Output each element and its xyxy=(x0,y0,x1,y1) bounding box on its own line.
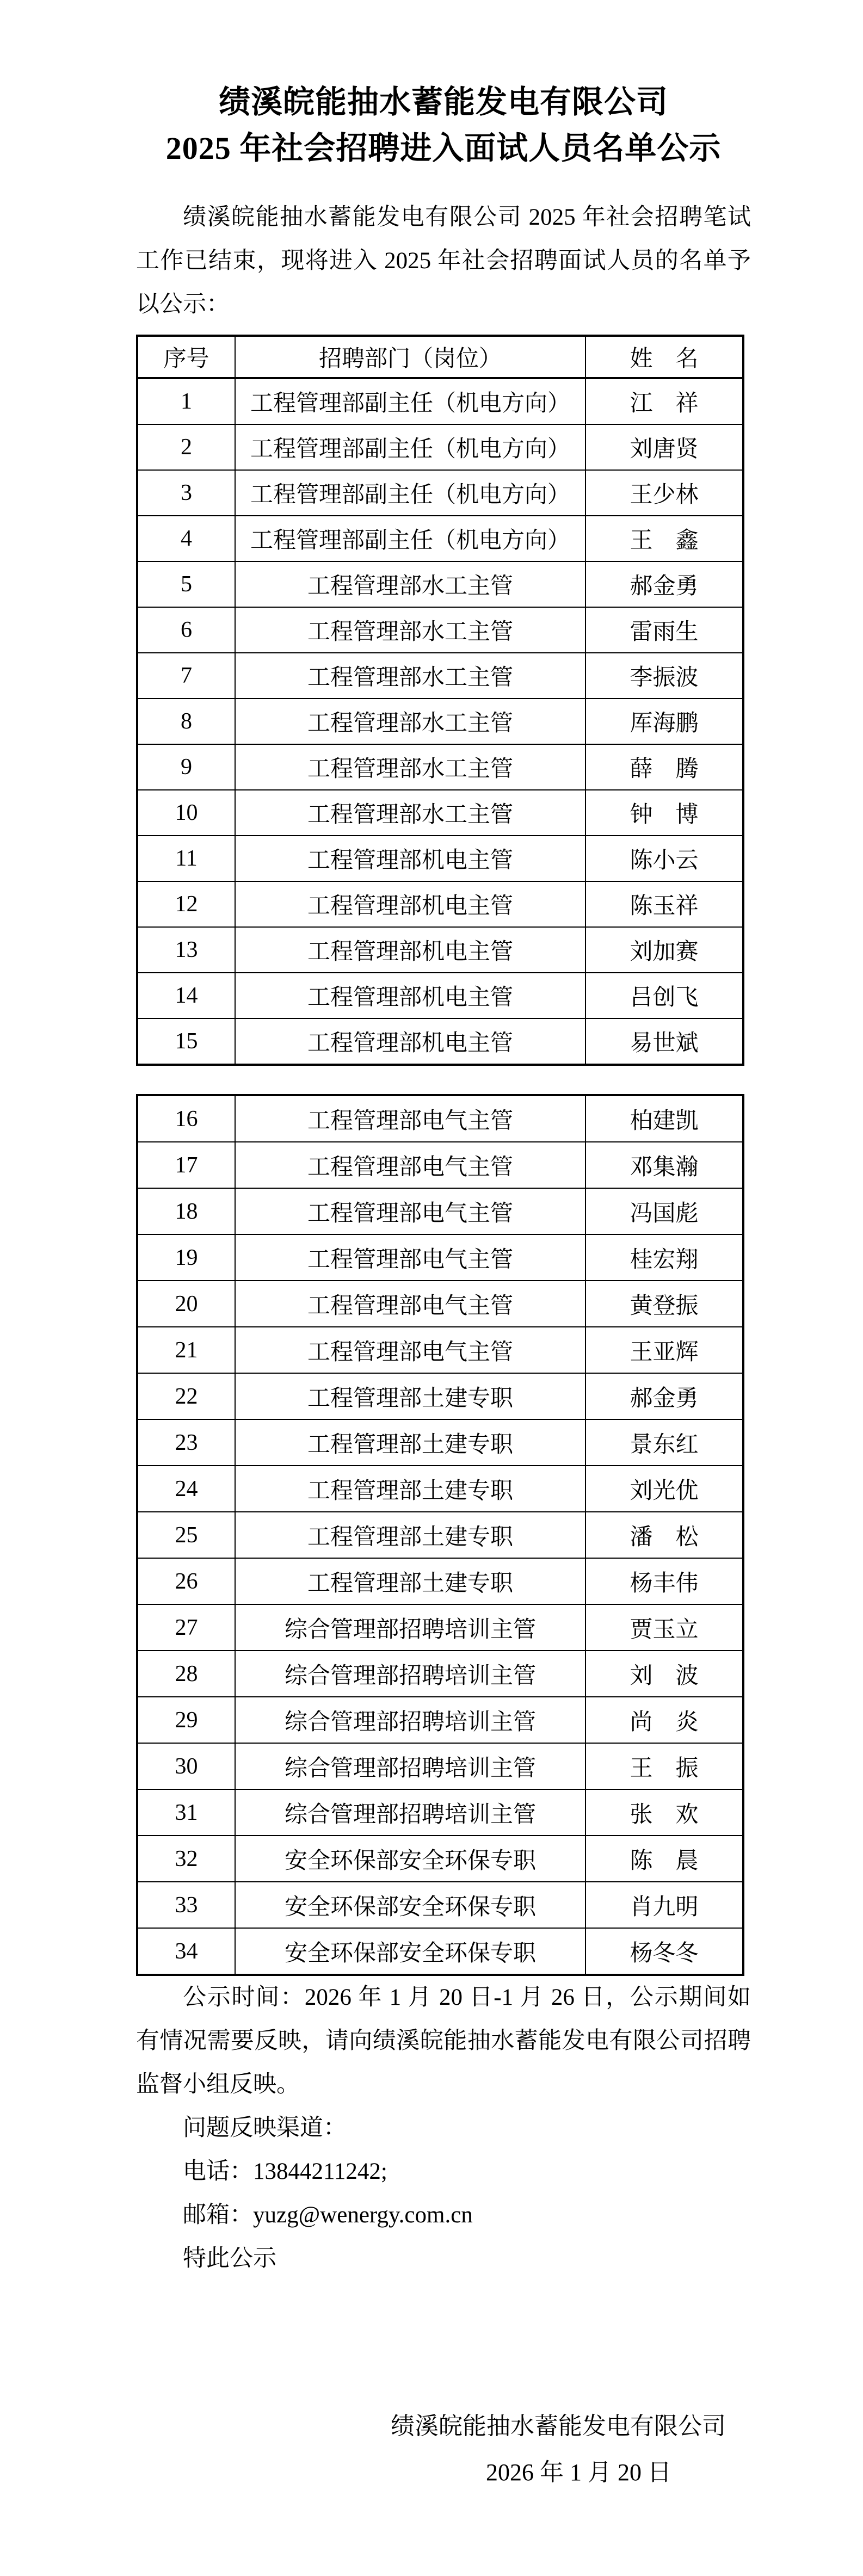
name-cell: 刘加赛 xyxy=(585,927,743,973)
position-cell: 工程管理部水工主管 xyxy=(235,790,585,836)
row-number-cell: 4 xyxy=(137,516,235,561)
name-cell: 景东红 xyxy=(585,1419,743,1466)
name-cell: 冯国彪 xyxy=(585,1188,743,1234)
row-number-cell: 5 xyxy=(137,561,235,607)
roster-header-row xyxy=(137,336,743,378)
name-cell: 张 欢 xyxy=(585,1789,743,1836)
name-cell: 刘唐贤 xyxy=(585,424,743,470)
signature-block xyxy=(136,2403,751,2495)
row-number-cell: 28 xyxy=(137,1651,235,1697)
roster-row xyxy=(137,1743,743,1789)
row-number-cell: 33 xyxy=(137,1882,235,1928)
name-cell: 易世斌 xyxy=(585,1018,743,1065)
roster-row xyxy=(137,1882,743,1928)
roster-row xyxy=(137,790,743,836)
name-cell: 陈小云 xyxy=(585,836,743,881)
name-cell: 雷雨生 xyxy=(585,607,743,653)
phone-line: 电话：13844211242; xyxy=(183,2159,387,2184)
roster-row xyxy=(137,1651,743,1697)
row-number-cell: 30 xyxy=(137,1743,235,1789)
row-number-cell: 3 xyxy=(137,470,235,516)
name-cell: 薛 腾 xyxy=(585,744,743,790)
interview-roster-table-part2 xyxy=(136,1094,744,1976)
roster-body-part2 xyxy=(137,1095,743,1975)
position-cell: 工程管理部电气主管 xyxy=(235,1095,585,1142)
roster-row xyxy=(137,1836,743,1882)
roster-row xyxy=(137,1281,743,1327)
col-header-position: 招聘部门（岗位） xyxy=(235,336,585,378)
col-header-name: 姓 名 xyxy=(585,336,743,378)
roster-row xyxy=(137,378,743,424)
row-number-cell: 15 xyxy=(137,1018,235,1065)
title-line-1: 绩溪皖能抽水蓄能发电有限公司 xyxy=(218,84,668,120)
position-cell: 工程管理部土建专职 xyxy=(235,1373,585,1419)
roster-row xyxy=(137,653,743,699)
roster-row xyxy=(137,1928,743,1975)
row-number-cell: 7 xyxy=(137,653,235,699)
publicity-period-paragraph: 公示时间：2026 年 1 月 20 日-1 月 26 日，公示期间如有情况需要反映，请向绩溪皖能抽水蓄能发电有限公司招聘监督小组反映。 xyxy=(136,1985,751,2097)
row-number-cell: 14 xyxy=(137,973,235,1018)
name-cell: 李振波 xyxy=(585,653,743,699)
position-cell: 工程管理部副主任（机电方向） xyxy=(235,516,585,561)
interview-roster-table-part1 xyxy=(136,335,744,1066)
roster-row xyxy=(137,1095,743,1142)
row-number-cell: 26 xyxy=(137,1558,235,1604)
name-cell: 钟 博 xyxy=(585,790,743,836)
roster-row xyxy=(137,1789,743,1836)
roster-row xyxy=(137,1373,743,1419)
row-number-cell: 6 xyxy=(137,607,235,653)
position-cell: 工程管理部电气主管 xyxy=(235,1281,585,1327)
row-number-cell: 12 xyxy=(137,881,235,927)
position-cell: 工程管理部副主任（机电方向） xyxy=(235,424,585,470)
position-cell: 工程管理部土建专职 xyxy=(235,1419,585,1466)
name-cell: 江 祥 xyxy=(585,378,743,424)
row-number-cell: 24 xyxy=(137,1466,235,1512)
roster-row xyxy=(137,516,743,561)
name-cell: 杨丰伟 xyxy=(585,1558,743,1604)
name-cell: 王少林 xyxy=(585,470,743,516)
row-number-cell: 20 xyxy=(137,1281,235,1327)
row-number-cell: 2 xyxy=(137,424,235,470)
name-cell: 桂宏翔 xyxy=(585,1234,743,1281)
roster-row xyxy=(137,1142,743,1188)
position-cell: 工程管理部机电主管 xyxy=(235,881,585,927)
row-number-cell: 21 xyxy=(137,1327,235,1373)
name-cell: 邓集瀚 xyxy=(585,1142,743,1188)
position-cell: 工程管理部土建专职 xyxy=(235,1558,585,1604)
document-title xyxy=(136,0,751,171)
roster-row xyxy=(137,1018,743,1065)
name-cell: 黄登振 xyxy=(585,1281,743,1327)
name-cell: 刘 波 xyxy=(585,1651,743,1697)
name-cell: 王 振 xyxy=(585,1743,743,1789)
row-number-cell: 19 xyxy=(137,1234,235,1281)
roster-row xyxy=(137,699,743,744)
roster-row xyxy=(137,1188,743,1234)
roster-row xyxy=(137,1466,743,1512)
position-cell: 工程管理部副主任（机电方向） xyxy=(235,378,585,424)
position-cell: 工程管理部机电主管 xyxy=(235,927,585,973)
name-cell: 陈玉祥 xyxy=(585,881,743,927)
roster-row xyxy=(137,1697,743,1743)
position-cell: 综合管理部招聘培训主管 xyxy=(235,1651,585,1697)
position-cell: 安全环保部安全环保专职 xyxy=(235,1928,585,1975)
position-cell: 综合管理部招聘培训主管 xyxy=(235,1604,585,1651)
position-cell: 综合管理部招聘培训主管 xyxy=(235,1697,585,1743)
roster-row xyxy=(137,1234,743,1281)
position-cell: 工程管理部机电主管 xyxy=(235,1018,585,1065)
position-cell: 工程管理部副主任（机电方向） xyxy=(235,470,585,516)
closing-line: 特此公示 xyxy=(183,2246,276,2271)
name-cell: 刘光优 xyxy=(585,1466,743,1512)
name-cell: 郝金勇 xyxy=(585,1373,743,1419)
row-number-cell: 1 xyxy=(137,378,235,424)
row-number-cell: 13 xyxy=(137,927,235,973)
position-cell: 安全环保部安全环保专职 xyxy=(235,1836,585,1882)
roster-body-part1 xyxy=(137,378,743,1065)
name-cell: 潘 松 xyxy=(585,1512,743,1558)
position-cell: 工程管理部电气主管 xyxy=(235,1142,585,1188)
position-cell: 工程管理部水工主管 xyxy=(235,744,585,790)
name-cell: 杨冬冬 xyxy=(585,1928,743,1975)
position-cell: 工程管理部机电主管 xyxy=(235,973,585,1018)
email-line: 邮箱：yuzg@wenergy.com.cn xyxy=(183,2202,473,2228)
signature-date: 2026 年 1 月 20 日 xyxy=(486,2459,671,2486)
roster-row xyxy=(137,1327,743,1373)
name-cell: 厍海鹏 xyxy=(585,699,743,744)
row-number-cell: 23 xyxy=(137,1419,235,1466)
roster-row xyxy=(137,1512,743,1558)
position-cell: 工程管理部电气主管 xyxy=(235,1188,585,1234)
col-header-seq: 序号 xyxy=(137,336,235,378)
feedback-channel-heading: 问题反映渠道： xyxy=(183,2115,347,2141)
name-cell: 贾玉立 xyxy=(585,1604,743,1651)
row-number-cell: 27 xyxy=(137,1604,235,1651)
position-cell: 工程管理部电气主管 xyxy=(235,1234,585,1281)
name-cell: 肖九明 xyxy=(585,1882,743,1928)
row-number-cell: 34 xyxy=(137,1928,235,1975)
position-cell: 综合管理部招聘培训主管 xyxy=(235,1789,585,1836)
row-number-cell: 25 xyxy=(137,1512,235,1558)
row-number-cell: 16 xyxy=(137,1095,235,1142)
roster-row xyxy=(137,836,743,881)
roster-row xyxy=(137,424,743,470)
roster-row xyxy=(137,744,743,790)
row-number-cell: 31 xyxy=(137,1789,235,1836)
row-number-cell: 8 xyxy=(137,699,235,744)
name-cell: 尚 炎 xyxy=(585,1697,743,1743)
roster-row xyxy=(137,973,743,1018)
row-number-cell: 29 xyxy=(137,1697,235,1743)
position-cell: 工程管理部土建专职 xyxy=(235,1466,585,1512)
position-cell: 工程管理部水工主管 xyxy=(235,607,585,653)
name-cell: 郝金勇 xyxy=(585,561,743,607)
name-cell: 柏建凯 xyxy=(585,1095,743,1142)
intro-paragraph: 绩溪皖能抽水蓄能发电有限公司 2025 年社会招聘笔试工作已结束，现将进入 2025 年社会招聘面试人员的名单予以公示： xyxy=(136,205,751,317)
roster-row xyxy=(137,1604,743,1651)
row-number-cell: 17 xyxy=(137,1142,235,1188)
position-cell: 工程管理部电气主管 xyxy=(235,1327,585,1373)
position-cell: 工程管理部水工主管 xyxy=(235,699,585,744)
position-cell: 工程管理部水工主管 xyxy=(235,561,585,607)
name-cell: 吕创飞 xyxy=(585,973,743,1018)
position-cell: 工程管理部水工主管 xyxy=(235,653,585,699)
row-number-cell: 9 xyxy=(137,744,235,790)
name-cell: 王亚辉 xyxy=(585,1327,743,1373)
name-cell: 陈 晨 xyxy=(585,1836,743,1882)
roster-row xyxy=(137,561,743,607)
name-cell: 王 鑫 xyxy=(585,516,743,561)
row-number-cell: 18 xyxy=(137,1188,235,1234)
roster-row xyxy=(137,470,743,516)
roster-row xyxy=(137,1558,743,1604)
position-cell: 安全环保部安全环保专职 xyxy=(235,1882,585,1928)
row-number-cell: 32 xyxy=(137,1836,235,1882)
position-cell: 工程管理部机电主管 xyxy=(235,836,585,881)
position-cell: 综合管理部招聘培训主管 xyxy=(235,1743,585,1789)
signature-company: 绩溪皖能抽水蓄能发电有限公司 xyxy=(391,2413,726,2439)
row-number-cell: 10 xyxy=(137,790,235,836)
position-cell: 工程管理部土建专职 xyxy=(235,1512,585,1558)
roster-row xyxy=(137,881,743,927)
row-number-cell: 11 xyxy=(137,836,235,881)
roster-row xyxy=(137,1419,743,1466)
row-number-cell: 22 xyxy=(137,1373,235,1419)
title-line-2: 2025 年社会招聘进入面试人员名单公示 xyxy=(165,131,722,166)
roster-row xyxy=(137,927,743,973)
roster-row xyxy=(137,607,743,653)
